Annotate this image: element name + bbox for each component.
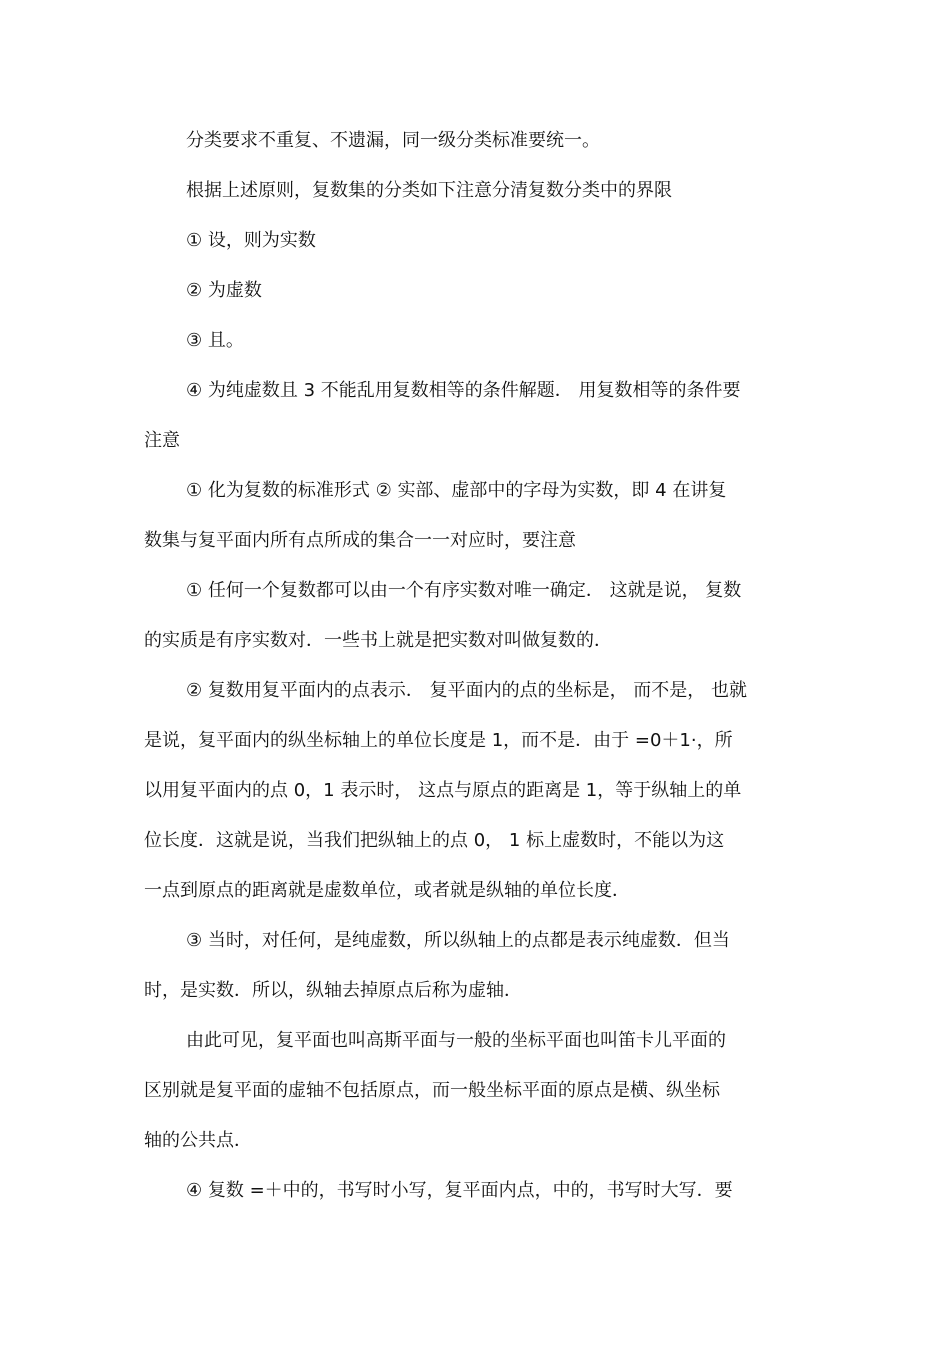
text-line: 时，是实数．所以，纵轴去掉原点后称为虚轴．	[144, 980, 522, 1001]
text-line: ③ 且。	[186, 330, 244, 351]
text-line: ④ 复数 =＋中的，书写时小写，复平面内点，中的，书写时大写．要	[186, 1180, 733, 1201]
text-line: 注意	[144, 430, 180, 451]
text-line: 分类要求不重复、不遗漏，同一级分类标准要统一。	[186, 130, 600, 151]
text-line: 以用复平面内的点 0，1 表示时， 这点与原点的距离是 1，等于纵轴上的单	[144, 780, 742, 801]
text-line: ① 化为复数的标准形式 ② 实部、虚部中的字母为实数，即 4 在讲复	[186, 480, 727, 501]
text-line: 一点到原点的距离就是虚数单位，或者就是纵轴的单位长度．	[144, 880, 630, 901]
text-line: ④ 为纯虚数且 3 不能乱用复数相等的条件解题． 用复数相等的条件要	[186, 380, 741, 401]
text-line: 由此可见，复平面也叫高斯平面与一般的坐标平面也叫笛卡儿平面的	[186, 1030, 726, 1051]
text-line: 根据上述原则，复数集的分类如下注意分清复数分类中的界限	[186, 180, 672, 201]
text-line: 轴的公共点．	[144, 1130, 252, 1151]
text-line: 是说，复平面内的纵坐标轴上的单位长度是 1，而不是．由于 =0＋1·，所	[144, 730, 733, 751]
text-line: ② 为虚数	[186, 280, 262, 301]
text-line: ② 复数用复平面内的点表示． 复平面内的点的坐标是， 而不是， 也就	[186, 680, 748, 701]
text-line: 位长度．这就是说，当我们把纵轴上的点 0， 1 标上虚数时，不能以为这	[144, 830, 725, 851]
text-line: 的实质是有序实数对．一些书上就是把实数对叫做复数的．	[144, 630, 612, 651]
text-line: ③ 当时，对任何，是纯虚数，所以纵轴上的点都是表示纯虚数．但当	[186, 930, 730, 951]
text-line: 数集与复平面内所有点所成的集合一一对应时，要注意	[144, 530, 576, 551]
text-line: ① 设，则为实数	[186, 230, 316, 251]
text-line: 区别就是复平面的虚轴不包括原点，而一般坐标平面的原点是横、纵坐标	[144, 1080, 720, 1101]
text-line: ① 任何一个复数都可以由一个有序实数对唯一确定． 这就是说， 复数	[186, 580, 742, 601]
